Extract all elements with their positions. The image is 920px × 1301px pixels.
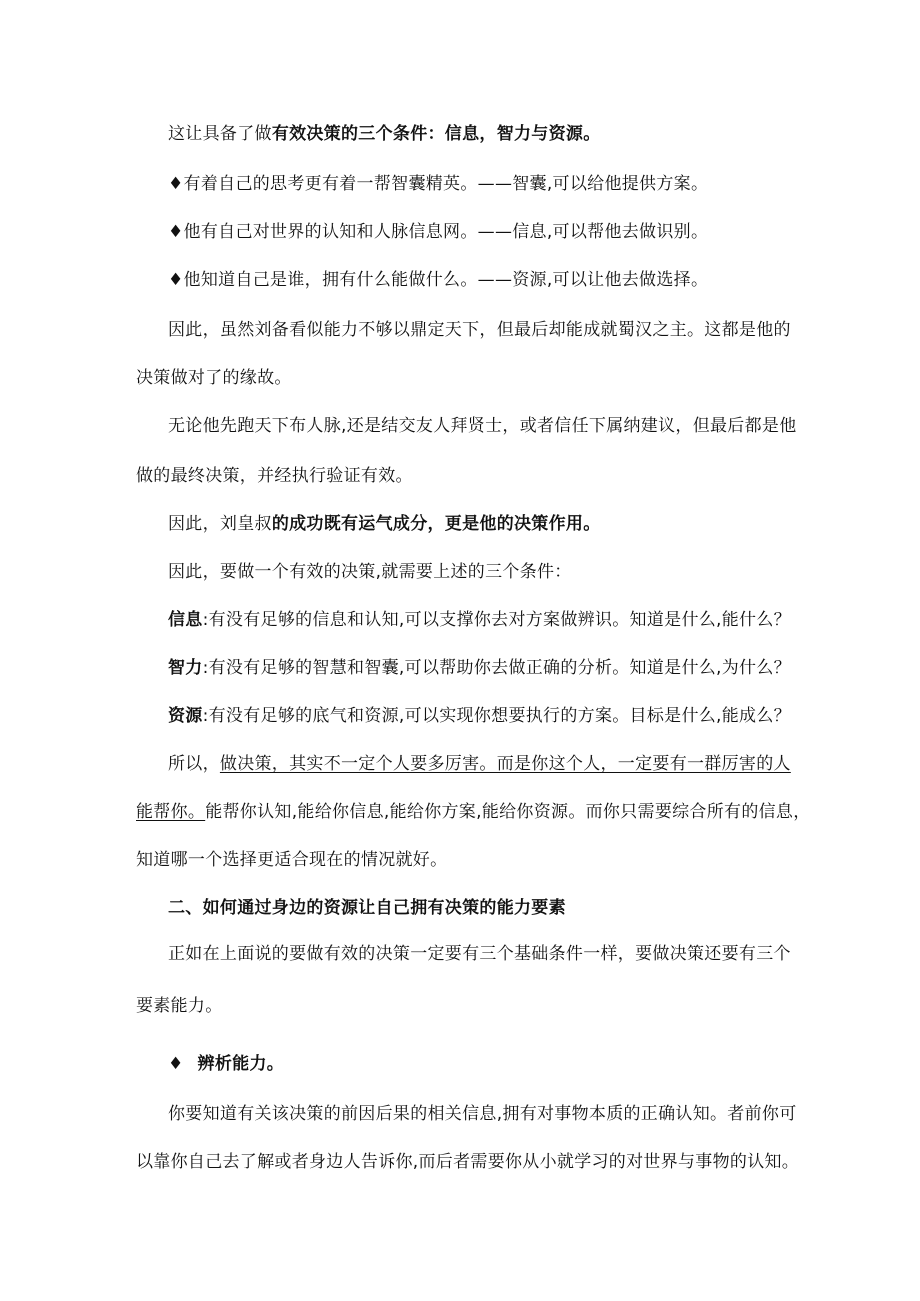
paragraph-line: 因此，虽然刘备看似能力不够以鼎定天下，但最后却能成就蜀汉之主。这都是他的 bbox=[168, 320, 791, 340]
paragraph-line: 正如在上面说的要做有效的决策一定要有三个基础条件一样，要做决策还要有三个 bbox=[168, 944, 791, 964]
text-regular: 这让具备了做 bbox=[168, 124, 272, 144]
paragraph-line: 知道哪一个选择更适合现在的情况就好。 bbox=[136, 850, 448, 870]
text-underlined: 能帮你。 bbox=[136, 802, 206, 822]
text-regular: 能帮你认知,能给你信息,能给你方案,能给你资源。而你只需要综合所有的信息， bbox=[205, 802, 811, 822]
paragraph-line bbox=[168, 512, 601, 536]
definition-text: :有没有足够的信息和认知,可以支撑你去对方案做辨识。知道是什么,能什么？ bbox=[202, 610, 791, 630]
paragraph-line bbox=[168, 752, 791, 776]
text-bold: 的成功既有运气成分，更是他的决策作用。 bbox=[271, 514, 601, 534]
definition-text: :有没有足够的智慧和智囊,可以帮助你去做正确的分析。知道是什么,为什么？ bbox=[202, 658, 791, 678]
bullet-line: ♦他知道自己是谁，拥有什么能做什么。——资源,可以让他去做选择。 bbox=[168, 270, 709, 290]
section-heading: 二、如何通过身边的资源让自己拥有决策的能力要素 bbox=[168, 898, 566, 918]
text-regular: 所以， bbox=[168, 754, 220, 774]
subheading-text: 辨析能力。 bbox=[197, 1054, 285, 1074]
term-info: 信息 bbox=[168, 610, 203, 630]
paragraph-line: 要素能力。 bbox=[136, 996, 223, 1016]
text-underlined: 做决策，其实不一定个人要多厉害。而是你这个人，一定要有一群厉害的人 bbox=[219, 754, 791, 774]
definition-line bbox=[168, 656, 791, 680]
diamond-bullet-icon: ♦ bbox=[168, 1054, 184, 1074]
paragraph-line: 你要知道有关该决策的前因后果的相关信息,拥有对事物本质的正确认知。者前你可 bbox=[168, 1104, 797, 1124]
bullet-line: ♦有着自己的思考更有着一帮智囊精英。——智囊,可以给他提供方案。 bbox=[168, 174, 709, 194]
text-regular: 因此，刘皇叔 bbox=[168, 514, 272, 534]
definition-line bbox=[168, 608, 791, 632]
term-resources: 资源 bbox=[168, 706, 203, 726]
paragraph-line bbox=[136, 800, 811, 824]
paragraph-line: 决策做对了的缘故。 bbox=[136, 368, 292, 388]
paragraph-line: 无论他先跑天下布人脉,还是结交友人拜贤士，或者信任下属纳建议，但最后都是他 bbox=[168, 416, 797, 436]
paragraph-line: 做的最终决策，并经执行验证有效。 bbox=[136, 466, 413, 486]
definition-line bbox=[168, 704, 791, 728]
definition-text: :有没有足够的底气和资源,可以实现你想要执行的方案。目标是什么,能成么？ bbox=[202, 706, 791, 726]
text-bold: 有效决策的三个条件：信息，智力与资源。 bbox=[271, 124, 601, 144]
subheading-line bbox=[168, 1052, 284, 1076]
term-intellect: 智力 bbox=[168, 658, 203, 678]
bullet-line: ♦他有自己对世界的认知和人脉信息网。——信息,可以帮他去做识别。 bbox=[168, 222, 709, 242]
paragraph-line bbox=[168, 122, 601, 146]
paragraph-line: 因此，要做一个有效的决策,就需要上述的三个条件： bbox=[168, 562, 572, 582]
paragraph-line: 以靠你自己去了解或者身边人告诉你,而后者需要你从小就学习的对世界与事物的认知。 bbox=[136, 1152, 800, 1172]
